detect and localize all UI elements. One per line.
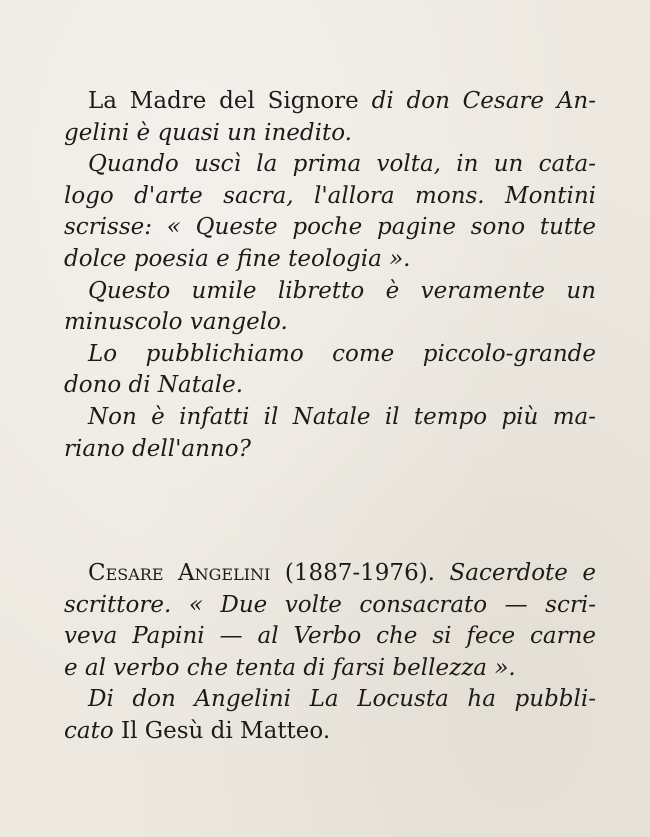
author-bio-line-6: cato Il Gesù di Matteo. — [64, 717, 331, 744]
author-name: Cesare Angelini — [88, 560, 271, 586]
book-title: La Madre del Signore — [88, 88, 359, 114]
intro-paragraph-1-line-2: gelini è quasi un inedito. — [64, 119, 352, 146]
author-bio-line-5: Di don Angelini La Locusta ha pubbli- — [88, 686, 596, 713]
intro-paragraph-5-line-2: riano dell'anno? — [64, 435, 251, 462]
intro-paragraph-5-line-1: Non è infatti il Natale il tempo più ma- — [88, 403, 596, 430]
intro-paragraph-4-line-1: Lo pubblichiamo come piccolo-grande — [88, 340, 596, 367]
intro-paragraph-3-line-1: Questo umile libretto è veramente un — [88, 277, 596, 304]
intro-paragraph-2-line-2: logo d'arte sacra, l'allora mons. Montini — [64, 182, 596, 209]
author-bio-line-4: e al verbo che tenta di farsi bellezza ». — [64, 654, 516, 681]
author-bio-line-3: veva Papini — al Verbo che si fece carne — [64, 623, 596, 650]
author-bio-line-1: Cesare Angelini (1887-1976). Sacerdote e — [88, 560, 597, 586]
author-bio-line-2: scrittore. « Due volte consacrato — scri- — [64, 591, 596, 618]
intro-paragraph-1-line-1: La Madre del Signore di don Cesare An- — [88, 88, 597, 114]
intro-paragraph-2-line-1: Quando uscì la prima volta, in un cata- — [88, 151, 596, 178]
author-dates: (1887-1976). — [284, 560, 435, 586]
intro-paragraph-2-line-4: dolce poesia e fine teologia ». — [64, 245, 411, 272]
intro-text — [64, 86, 596, 465]
book-title-gesu: Il Gesù di Matteo. — [121, 717, 331, 744]
intro-paragraph-4-line-2: dono di Natale. — [64, 372, 244, 399]
intro-paragraph-2-line-3: scrisse: « Queste poche pagine sono tutte — [64, 214, 596, 241]
author-bio — [64, 558, 596, 748]
intro-paragraph-3-line-2: minuscolo vangelo. — [64, 309, 288, 336]
